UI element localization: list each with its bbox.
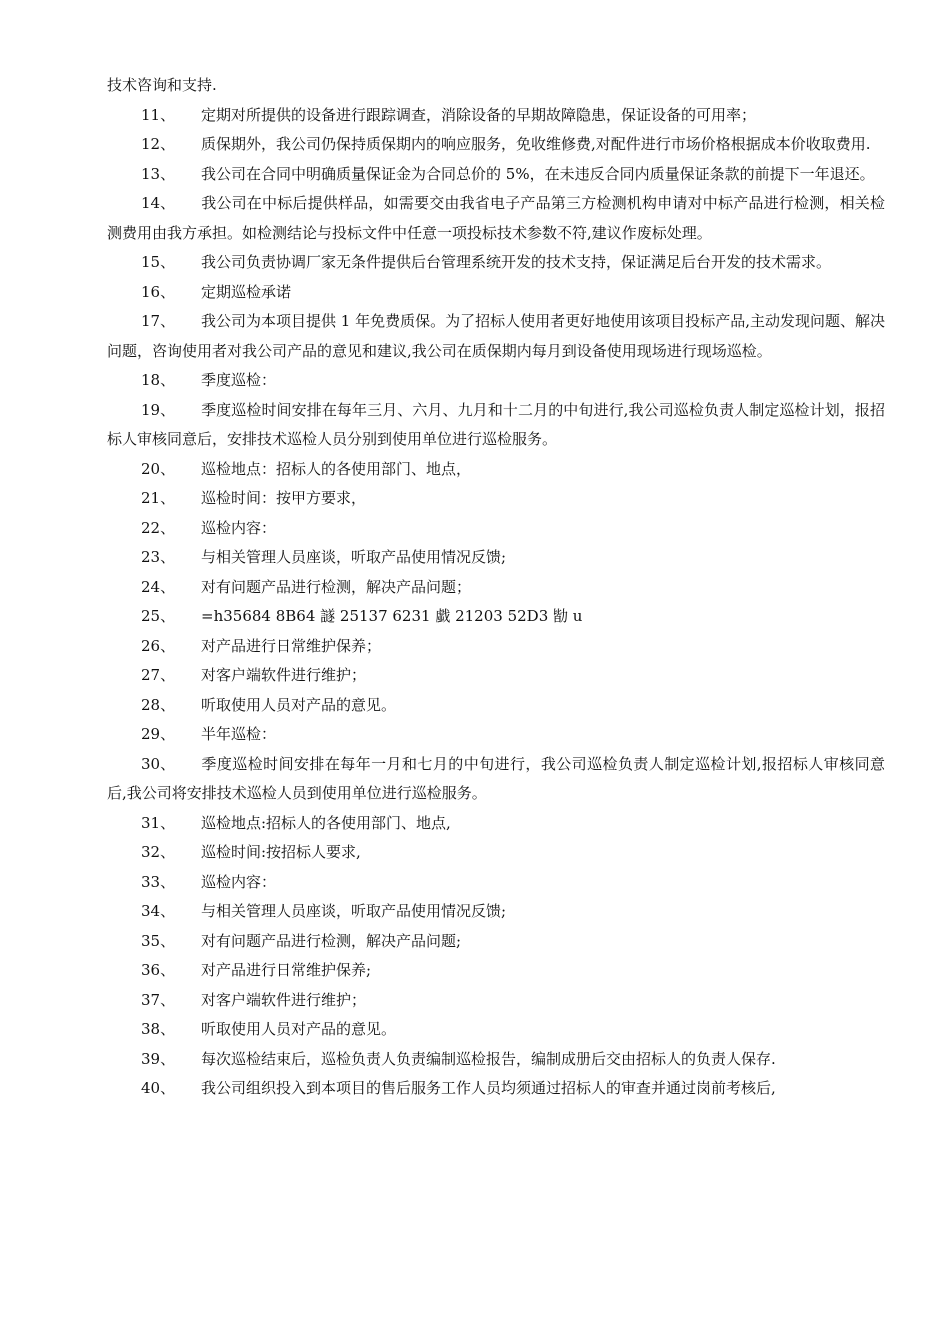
paragraph-36 bbox=[107, 956, 885, 986]
paragraph-number: 32、 bbox=[141, 843, 176, 861]
paragraph-text: 我公司为本项目提供 1 年免费质保。为了招标人使用者更好地使用该项目投标产品,主动发现问题、解决问题，咨询使用者对我公司产品的意见和建议,我公司在质保期内每月到设备使用现场进行现场巡检。 bbox=[107, 312, 885, 360]
paragraph-text: 对产品进行日常维护保养； bbox=[201, 636, 382, 655]
paragraph-text: 每次巡检结束后，巡检负责人负责编制巡检报告，编制成册后交由招标人的负责人保存. bbox=[201, 1049, 776, 1068]
paragraph-text: 听取使用人员对产品的意见。 bbox=[201, 695, 397, 714]
paragraph-text: 季度巡检： bbox=[201, 371, 277, 389]
paragraph-text: 巡检地点:招标人的各使用部门、地点, bbox=[201, 813, 451, 832]
paragraph-text: 巡检内容： bbox=[201, 872, 277, 891]
paragraph-37 bbox=[107, 986, 885, 1016]
paragraph-number: 13、 bbox=[141, 164, 176, 183]
paragraph-text: 季度巡检时间安排在每年三月、六月、九月和十二月的中旬进行,我公司巡检负责人制定巡检计划，报招标人审核同意后，安排技术巡检人员分别到使用单位进行巡检服务。 bbox=[107, 400, 885, 448]
paragraph-number: 26、 bbox=[141, 636, 176, 655]
paragraph-text: 定期对所提供的设备进行跟踪调查，消除设备的早期故障隐患，保证设备的可用率； bbox=[201, 105, 757, 124]
paragraph-text: =h35684 8B64 譢 25137 6231 戱 21203 52D3 勓 u bbox=[201, 607, 583, 625]
paragraph-21 bbox=[107, 484, 885, 514]
paragraph-22 bbox=[107, 514, 885, 544]
paragraph-31 bbox=[107, 809, 885, 839]
paragraph-number: 12、 bbox=[141, 135, 176, 153]
paragraph-number: 14、 bbox=[141, 194, 176, 212]
paragraph-20 bbox=[107, 455, 885, 485]
paragraph-16 bbox=[107, 278, 885, 308]
paragraph-number: 19、 bbox=[141, 400, 176, 419]
paragraph-text: 对有问题产品进行检测，解决产品问题； bbox=[201, 577, 472, 596]
paragraph-text: 季度巡检时间安排在每年一月和七月的中旬进行，我公司巡检负责人制定巡检计划,报招标人审核同意后,我公司将安排技术巡检人员到使用单位进行巡检服务。 bbox=[107, 754, 885, 802]
paragraph-number: 25、 bbox=[141, 607, 176, 625]
paragraph-text: 我公司组织投入到本项目的售后服务工作人员均须通过招标人的审查并通过岗前考核后, bbox=[201, 1079, 776, 1097]
paragraph-text: 与相关管理人员座谈，听取产品使用情况反馈; bbox=[201, 548, 507, 566]
paragraph-text: 技术咨询和支持. bbox=[107, 76, 217, 94]
paragraph-number: 31、 bbox=[141, 813, 176, 832]
paragraph-number: 21、 bbox=[141, 489, 176, 507]
paragraph-text: 巡检地点：招标人的各使用部门、地点， bbox=[201, 459, 472, 478]
paragraph-13 bbox=[107, 160, 885, 190]
paragraph-39 bbox=[107, 1045, 885, 1075]
paragraph-number: 34、 bbox=[141, 902, 176, 920]
paragraph-number: 33、 bbox=[141, 872, 176, 891]
paragraph-19 bbox=[107, 396, 885, 455]
paragraph-number: 24、 bbox=[141, 577, 176, 596]
paragraph-number: 20、 bbox=[141, 459, 176, 478]
paragraph-number: 17、 bbox=[141, 312, 176, 330]
paragraph-text: 对客户端软件进行维护； bbox=[201, 666, 367, 684]
paragraph-text: 定期巡检承诺 bbox=[201, 282, 292, 301]
paragraph-text: 我公司负责协调厂家无条件提供后台管理系统开发的技术支持，保证满足后台开发的技术需求。 bbox=[201, 253, 832, 271]
paragraph-17 bbox=[107, 307, 885, 366]
document-body bbox=[107, 71, 885, 1104]
paragraph-number: 37、 bbox=[141, 990, 176, 1009]
paragraph-number: 36、 bbox=[141, 961, 176, 979]
paragraph-number: 30、 bbox=[141, 754, 176, 773]
paragraph-number: 16、 bbox=[141, 282, 176, 301]
paragraph-text: 我公司在中标后提供样品，如需要交由我省电子产品第三方检测机构申请对中标产品进行检测，相关检测费用由我方承担。如检测结论与投标文件中任意一项投标技术参数不符,建议作废标处理。 bbox=[107, 194, 885, 242]
paragraph-15 bbox=[107, 248, 885, 278]
paragraph-34 bbox=[107, 897, 885, 927]
paragraph-number: 40、 bbox=[141, 1079, 176, 1097]
paragraph-text: 半年巡检： bbox=[201, 725, 277, 743]
paragraph-text: 对有问题产品进行检测，解决产品问题; bbox=[201, 931, 462, 950]
paragraph-number: 38、 bbox=[141, 1020, 176, 1038]
paragraph-number: 29、 bbox=[141, 725, 176, 743]
paragraph-text: 对产品进行日常维护保养; bbox=[201, 961, 372, 979]
paragraph-28 bbox=[107, 691, 885, 721]
paragraph-number: 18、 bbox=[141, 371, 176, 389]
paragraph-text: 对客户端软件进行维护； bbox=[201, 990, 367, 1009]
paragraph-14 bbox=[107, 189, 885, 248]
paragraph-text: 巡检时间:按招标人要求, bbox=[201, 843, 361, 861]
paragraph-number: 39、 bbox=[141, 1049, 176, 1068]
paragraph-number: 15、 bbox=[141, 253, 176, 271]
paragraph-11 bbox=[107, 101, 885, 131]
paragraph-32 bbox=[107, 838, 885, 868]
paragraph-29 bbox=[107, 720, 885, 750]
paragraph-40 bbox=[107, 1074, 885, 1104]
paragraph-30 bbox=[107, 750, 885, 809]
paragraph-number: 11、 bbox=[141, 105, 176, 124]
paragraph-24 bbox=[107, 573, 885, 603]
paragraph-text: 巡检内容： bbox=[201, 518, 277, 537]
paragraph-23 bbox=[107, 543, 885, 573]
paragraph-text: 巡检时间：按甲方要求， bbox=[201, 489, 367, 507]
paragraph-33 bbox=[107, 868, 885, 898]
paragraph-text: 与相关管理人员座谈，听取产品使用情况反馈; bbox=[201, 902, 507, 920]
paragraph-35 bbox=[107, 927, 885, 957]
paragraph-number: 23、 bbox=[141, 548, 176, 566]
paragraph-27 bbox=[107, 661, 885, 691]
paragraph-text: 我公司在合同中明确质量保证金为合同总价的 5%，在未违反合同内质量保证条款的前提下一年退还。 bbox=[201, 164, 875, 183]
paragraph-number: 27、 bbox=[141, 666, 176, 684]
paragraph-number: 22、 bbox=[141, 518, 176, 537]
paragraph-number: 28、 bbox=[141, 695, 176, 714]
paragraph-25 bbox=[107, 602, 885, 632]
paragraph-38 bbox=[107, 1015, 885, 1045]
paragraph-18 bbox=[107, 366, 885, 396]
paragraph-12 bbox=[107, 130, 885, 160]
paragraph-26 bbox=[107, 632, 885, 662]
paragraph-continuation bbox=[107, 71, 885, 101]
paragraph-text: 质保期外，我公司仍保持质保期内的响应服务，免收维修费,对配件进行市场价格根据成本价收取费用. bbox=[201, 135, 871, 153]
paragraph-text: 听取使用人员对产品的意见。 bbox=[201, 1020, 397, 1038]
paragraph-number: 35、 bbox=[141, 931, 176, 950]
